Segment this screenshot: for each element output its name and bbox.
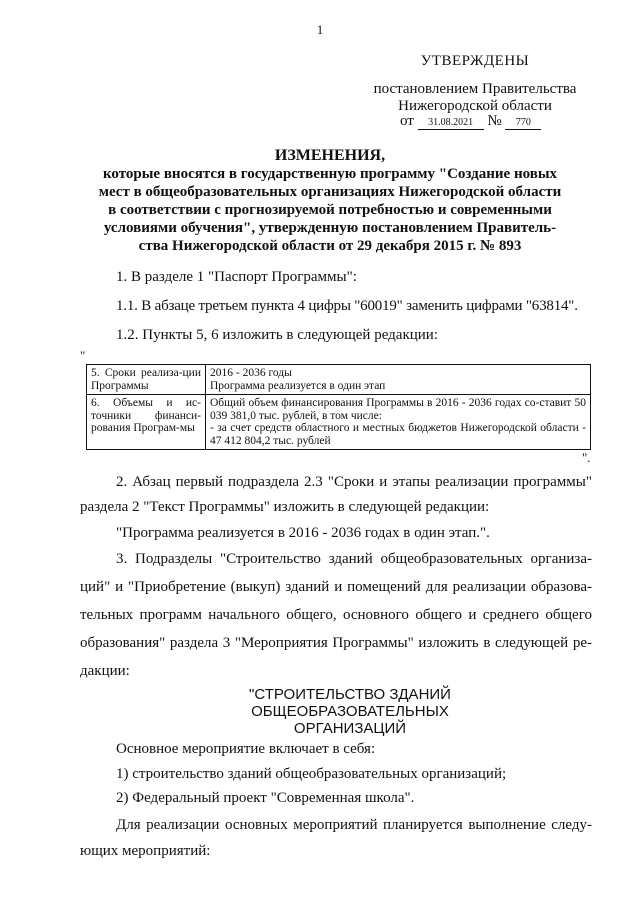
table-cell-line: 2016 - 2036 годы [210,367,292,379]
section-final: Для реализации основных мероприятий планируется выполнение следу-ющих мероприятий: [80,817,592,859]
passport-table [86,364,591,450]
approval-date: 31.08.2021 [418,117,484,130]
approval-line-2: Нижегородской области [398,98,552,114]
table-cell-line: Программа реализуется в один этап [210,379,386,392]
section-title [150,686,550,737]
title-line: условиями обучения", утвержденную постановлением Правитель- [103,220,557,236]
from-label: от [400,113,414,129]
table-cell-label: 5. Сроки реализа-ции Программы [87,365,206,395]
item-1-1: 1.1. В абзаце третьем пункта 4 цифры "60019" заменить цифрами "63814". [116,298,578,314]
item-3: 3. Подразделы "Строительство зданий общеобразовательных организа-ций" и "Приобретение (выкуп) зданий и помещений для реализации образова-тельных программ начального общего, основного общего и среднего общего образования" раздела 3 "Мероприятия Программы" изложить в следующей ре-дакции: [80,551,592,679]
table-open-quote: " [80,348,86,363]
title-line: мест в общеобразовательных организациях Нижегородской области [98,184,562,200]
page-number: 1 [316,22,324,37]
table-close-quote: ". [582,450,591,465]
title-heading: ИЗМЕНЕНИЯ, [274,147,386,164]
section-title-line: "СТРОИТЕЛЬСТВО ЗДАНИЙ ОБЩЕОБРАЗОВАТЕЛЬНЫХ [249,686,451,720]
title-line: в соответствии с прогнозируемой потребностью и современными [108,202,552,218]
item-2: 2. Абзац первый подраздела 2.3 "Сроки и этапы реализации программы" раздела 2 "Текст Программы" изложить в следующей редакции: [80,474,592,515]
approved-label: УТВЕРЖДЕНЫ [420,53,530,69]
table-cell-text [206,365,591,395]
table-cell-line: - за счет средств областного и местных бюджетов Нижегородской области - 47 412 804,2 тыс. рублей [210,422,586,447]
approval-block [360,52,590,71]
approval-line-1: постановлением Правительства [373,81,577,97]
table-row [87,395,591,450]
item-1-2: 1.2. Пункты 5, 6 изложить в следующей редакции: [116,327,438,343]
table-row [87,365,591,395]
table-cell-text [206,395,591,450]
item-1: 1. В разделе 1 "Паспорт Программы": [116,269,357,285]
section-title-line: ОРГАНИЗАЦИЙ [293,720,407,737]
table-cell-line: Общий объем финансирования Программы в 2016 - 2036 годах со-ставит 50 039 381,0 тыс. рублей, в том числе: [210,397,586,422]
document-title [80,147,580,255]
title-line: которые вносятся в государственную программу "Создание новых [102,166,558,182]
number-label: № [487,113,502,129]
section-item-2: 2) Федеральный проект "Современная школа". [116,790,415,806]
table-cell-label: 6. Объемы и ис-точники финанси-рования Програм-мы [87,395,206,450]
approval-number: 770 [505,117,541,130]
item-2-quote: "Программа реализуется в 2016 - 2036 годах в один этап.". [116,525,490,541]
title-line: ства Нижегородской области от 29 декабря 2015 г. № 893 [138,238,522,254]
section-intro: Основное мероприятие включает в себя: [116,741,376,757]
approval-date-line [400,113,541,130]
section-item-1: 1) строительство зданий общеобразовательных организаций; [116,766,507,782]
